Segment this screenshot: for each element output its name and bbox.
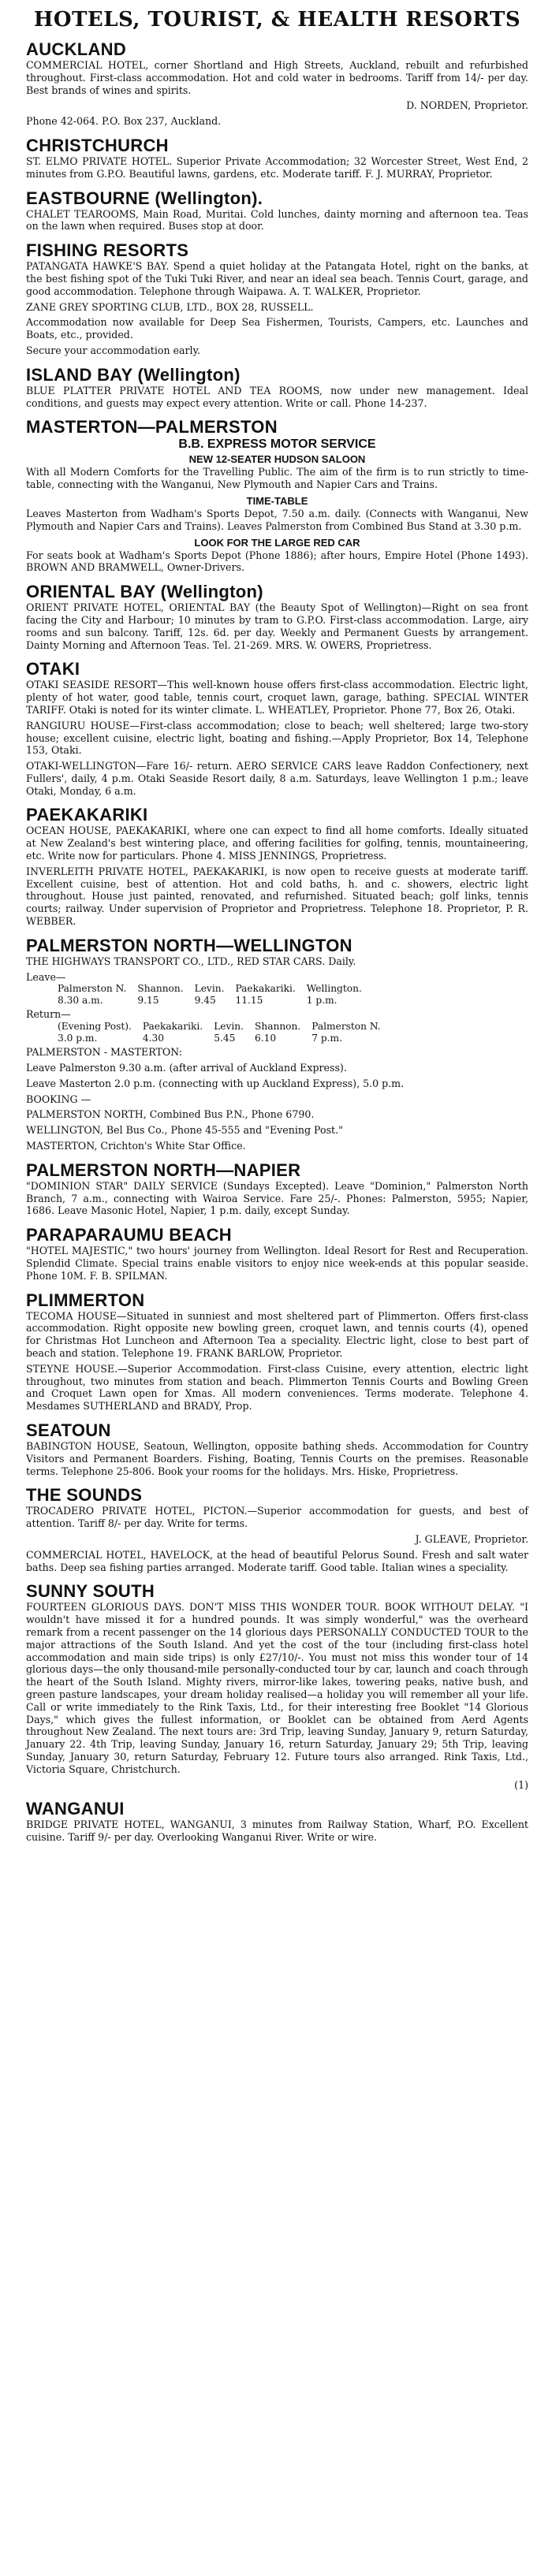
advertisement: INVERLEITH PRIVATE HOTEL, PAEKAKARIKI, is now open to receive guests at moderate tariff. Excellent cuisine, best of attention. Hot and cold baths, h. and c. showers, electric light throughout. House just painted, renovated, and refurnished. Situated beach; golf links, tennis courts; railway. Under supervision of Proprietor and Proprietress. Telephone 18. Proprietor, P. R. WEBBER.	[26, 865, 528, 928]
advertisement: BRIDGE PRIVATE HOTEL, WANGANUI, 3 minutes from Railway Station, Wharf, P.O. Excellent cuisine. Tariff 9/- per day. Overlooking Wanganui River. Write or wire.	[26, 1818, 528, 1844]
advertisement: For seats book at Wadham's Sports Depot (Phone 1886); after hours, Empire Hotel (Phone 1493). BROWN AND BRAMWELL, Owner-Drivers.	[26, 549, 528, 574]
section-oriental-bay	[26, 582, 528, 651]
timetable-cell: 11.15	[235, 995, 263, 1007]
section-heading: SEATOUN	[26, 1420, 111, 1440]
section-heading: PALMERSTON NORTH—NAPIER	[26, 1160, 301, 1180]
timetable-cell: 4.30	[142, 1033, 164, 1044]
timetable-row	[58, 995, 373, 1007]
section-fishing	[26, 240, 528, 357]
timetable-cell: 8.30 a.m.	[58, 995, 103, 1007]
section-heading: AUCKLAND	[26, 39, 127, 59]
booking-detail: WELLINGTON, Bel Bus Co., Phone 45-555 and "Evening Post."	[26, 1124, 343, 1137]
advertisement: RANGIURU HOUSE—First-class accommodation; close to beach; well sheltered; large two-story house; excellent cuisine, electric light, boating and fishing.—Apply Proprietor, Box 14, Telephone 153, Otaki.	[26, 719, 528, 757]
timetable-cell: Shannon.	[137, 983, 184, 995]
advertisement: ZANE GREY SPORTING CLUB, LTD., BOX 28, RUSSELL.	[26, 300, 314, 313]
timetable-cell: 1 p.m.	[306, 995, 338, 1007]
look-for-label: LOOK FOR THE LARGE RED CAR	[194, 536, 360, 549]
section-masterton	[26, 417, 528, 574]
booking-detail: MASTERTON, Crichton's White Star Office.	[26, 1140, 246, 1152]
timetable-cell: 9.45	[194, 995, 216, 1007]
contact-line: Phone 42-064. P.O. Box 237, Auckland.	[26, 115, 222, 128]
section-heading: PALMERSTON NORTH—WELLINGTON	[26, 935, 352, 955]
section-paekakariki	[26, 805, 528, 927]
service-name: B.B. EXPRESS MOTOR SERVICE	[178, 437, 376, 452]
advertisement: COMMERCIAL HOTEL, HAVELOCK, at the head of beautiful Pelorus Sound. Fresh and salt water baths. Deep sea fishing parties arranged. Moderate tariff. Good table. Italian wines a speciality.	[26, 1548, 528, 1573]
timetable-cell: Levin.	[214, 1021, 244, 1033]
advertisement: "HOTEL MAJESTIC," two hours' journey from Wellington. Ideal Resort for Rest and Recuperation. Splendid Climate. Special trains enable visitors to enjoy nice week-ends at this popular seaside. Phone 10M. F. B. SPILMAN.	[26, 1245, 528, 1282]
advertisement: "DOMINION STAR" DAILY SERVICE (Sundays Excepted). Leave "Dominion," Palmerston North Branch, 7 a.m., connecting with Wairoa Service. Fare 25/-. Phones: Palmerston, 5955; Napier, 1686. Leave Masonic Hotel, Napier, 1 p.m. daily, except Sunday.	[26, 1179, 528, 1217]
advertisement: COMMERCIAL HOTEL, corner Shortland and High Streets, Auckland, rebuilt and refurbished throughout. First-class accommodation. Hot and cold water in bedrooms. Tariff from 14/- per day. Best brands of wines and spirits.	[26, 59, 528, 96]
section-heading: PAEKAKARIKI	[26, 805, 148, 825]
section-paraparaumu	[26, 1225, 528, 1282]
advertisement: TECOMA HOUSE—Situated in sunniest and most sheltered part of Plimmerton. Offers first-class accommodation. Right opposite new bowling green, croquet lawn, and tennis courts (4), opened for Christmas Hot Luncheon and Afternoon Tea a speciality. Electric light, close to best part of beach and station. Telephone 19. FRANK BARLOW, Proprietor.	[26, 1309, 528, 1359]
timetable-cell: Palmerston N.	[58, 983, 127, 995]
section-christchurch	[26, 136, 528, 181]
route-detail: Leave Masterton 2.0 p.m. (connecting with up Auckland Express), 5.0 p.m.	[26, 1077, 405, 1089]
section-heading: PLIMMERTON	[26, 1290, 145, 1310]
section-island-bay	[26, 365, 528, 410]
timetable-cell: Paekakariki.	[235, 983, 296, 995]
advertisement: OTAKI-WELLINGTON—Fare 16/- return. AERO SERVICE CARS leave Raddon Confectionery, next Fullers', daily, 4 p.m. Otaki Seaside Resort daily, 8 a.m. Saturdays, leave Wellington 1 p.m.; leave Otaki, Monday, 6 a.m.	[26, 760, 528, 797]
advertisement: Accommodation now available for Deep Sea Fishermen, Tourists, Campers, etc. Launches and Boats, etc., provided.	[26, 316, 528, 341]
timetable-cell: Levin.	[194, 983, 225, 995]
advertisement: PATANGATA HAWKE'S BAY. Spend a quiet holiday at the Patangata Hotel, right on the banks, at the best fishing spot of the Tuki Tuki River, and near an ideal sea beach. Tennis Court, garage, and good accommodation. Telephone through Waipawa. A. T. WALKER, Proprietor.	[26, 260, 528, 297]
leave-timetable	[58, 983, 373, 1007]
booking-label: BOOKING —	[26, 1093, 91, 1105]
section-seatoun	[26, 1420, 528, 1477]
section-heading: SUNNY SOUTH	[26, 1581, 155, 1602]
service-vehicle: NEW 12-SEATER HUDSON SALOON	[188, 453, 366, 466]
timetable-leave-label: Leave—	[26, 970, 66, 983]
timetable-cell: (Evening Post).	[58, 1021, 132, 1033]
return-timetable	[58, 1021, 392, 1044]
advertisement: OTAKI SEASIDE RESORT—This well-known house offers first-class accommodation. Electric light, plenty of hot water, good table, tennis court, croquet lawn, garage, bathing. SPECIAL WINTER TARIFF. Otaki is noted for its winter climate. L. WHEATLEY, Proprietor. Phone 77, Box 26, Otaki.	[26, 679, 528, 716]
advertisement: CHALET TEAROOMS, Main Road, Muritai. Cold lunches, dainty morning and afternoon tea. Teas on the lawn when required. Buses stop at door.	[26, 207, 528, 233]
proprietor-signature: J. GLEAVE, Proprietor.	[415, 1532, 528, 1545]
timetable-cell: 7 p.m.	[311, 1033, 342, 1044]
section-heading: PARAPARAUMU BEACH	[26, 1225, 232, 1245]
timetable-row	[58, 983, 373, 995]
advertisement: Secure your accommodation early.	[26, 344, 201, 356]
section-otaki	[26, 659, 528, 797]
timetable-cell: Paekakariki.	[142, 1021, 203, 1033]
section-heading: FISHING RESORTS	[26, 240, 189, 261]
section-heading: CHRISTCHURCH	[26, 135, 169, 155]
section-eastbourne	[26, 188, 528, 233]
section-heading: ORIENTAL BAY (Wellington)	[26, 582, 263, 602]
timetable-cell: 3.0 p.m.	[58, 1033, 98, 1044]
advertisement: OCEAN HOUSE, PAEKAKARIKI, where one can expect to find all home comforts. Ideally situated at New Zealand's best wintering place, and offering facilities for golfing, tennis, mountaineering, etc. Write now for particulars. Phone 4. MISS JENNINGS, Proprietress.	[26, 825, 528, 862]
section-heading: OTAKI	[26, 659, 80, 679]
section-heading: WANGANUI	[26, 1799, 125, 1819]
section-heading: MASTERTON—PALMERSTON	[26, 417, 278, 437]
section-heading: EASTBOURNE (Wellington).	[26, 188, 263, 208]
timetable-label: TIME-TABLE	[246, 494, 308, 507]
timetable-cell: Shannon.	[255, 1021, 301, 1033]
advertisement: BLUE PLATTER PRIVATE HOTEL AND TEA ROOMS, now under new management. Ideal conditions, and guests may expect every attention. Write or call. Phone 14-237.	[26, 384, 528, 409]
advertisement: ORIENT PRIVATE HOTEL, ORIENTAL BAY (the Beauty Spot of Wellington)—Right on sea front facing the City and Harbour; 10 minutes by tram to G.P.O. First-class accommodation. Large, airy rooms and sun balcony. Tariff, 12s. 6d. per day. Weekly and Permanent Guests by arrangement. Dainty Morning and Afternoon Teas. Tel. 21-269. MRS. W. OWERS, Proprietress.	[26, 601, 528, 651]
section-plimmerton	[26, 1290, 528, 1413]
timetable-row	[58, 1021, 392, 1033]
page-title: HOTELS, TOURIST, & HEALTH RESORTS	[33, 8, 521, 32]
route-label: PALMERSTON - MASTERTON:	[26, 1046, 182, 1059]
timetable-cell: 9.15	[137, 995, 159, 1007]
timetable-cell: Palmerston N.	[311, 1021, 381, 1033]
timetable-cell: Wellington.	[306, 983, 362, 995]
section-sounds	[26, 1485, 528, 1573]
advertisement: FOURTEEN GLORIOUS DAYS. DON'T MISS THIS WONDER TOUR. BOOK WITHOUT DELAY. "I wouldn't have missed it for a hundred pounds. It was simply wonderful," was the overheard remark from a recent passenger on the 14 glorious days PERSONALLY CONDUCTED TOUR to the major attractions of the South Island. And yet the cost of the tour (including first-class hotel accommodation and main side trips) is only £27/10/-. You must not miss this wonder tour of 14 glorious days—the only thousand-mile personally-conducted tour by car, launch and coach through the heart of the South Island. Mighty rivers, mirror-like lakes, towering peaks, native bush, and green pasture landscapes, your dream holiday realised—a holiday you will remember all your life. Call or write immediately to the Rink Taxis, Ltd., for their interesting free Booklet "14 Glorious Days," which gives the fullest information, or Booklet can be obtained from Aerd Agents throughout New Zealand. The next tours are: 3rd Trip, leaving Sunday, January 9, return Saturday, January 22. 4th Trip, leaving Sunday, January 16, return Saturday, January 29; 5th Trip, leaving Sunday, January 30, return Saturday, February 12. Future tours also arranged. Rink Taxis, Ltd., Victoria Square, Christchurch.	[26, 1601, 528, 1775]
timetable-row	[58, 1033, 392, 1044]
advertisement: ST. ELMO PRIVATE HOTEL. Superior Private Accommodation; 32 Worcester Street, West End, 2 minutes from G.P.O. Beautiful lawns, gardens, etc. Moderate tariff. F. J. MURRAY, Proprietor.	[26, 154, 528, 180]
section-wanganui	[26, 1799, 528, 1844]
advertisement: Leaves Masterton from Wadham's Sports Depot, 7.50 a.m. daily. (Connects with Wanganui, New Plymouth and Napier Cars and Trains). Leaves Palmerston from Combined Bus Stand at 3.30 p.m.	[26, 507, 528, 532]
timetable-cell: 5.45	[214, 1033, 236, 1044]
proprietor-signature: D. NORDEN, Proprietor.	[406, 99, 528, 112]
section-auckland	[26, 39, 528, 128]
advertisement: With all Modern Comforts for the Travelling Public. The aim of the firm is to run strictly to time-table, connecting with the Wanganui, New Plymouth and Napier Cars and Trains.	[26, 466, 528, 491]
advertisement: TROCADERO PRIVATE HOTEL, PICTON.—Superior accommodation for guests, and best of attention. Tariff 8/- per day. Write for terms.	[26, 1505, 528, 1530]
section-heading: ISLAND BAY (Wellington)	[26, 364, 241, 385]
advertisement-number: (1)	[514, 1778, 528, 1791]
booking-detail: PALMERSTON NORTH, Combined Bus P.N., Phone 6790.	[26, 1108, 315, 1121]
section-palmerston-wellington	[26, 936, 528, 1152]
section-heading: THE SOUNDS	[26, 1485, 143, 1506]
section-palmerston-napier	[26, 1160, 528, 1217]
advertisement: STEYNE HOUSE.—Superior Accommodation. First-class Cuisine, every attention, electric light throughout, two minutes from station and beach. Plimmerton Tennis Courts and Bowling Green and Croquet Lawn open for Xmas. All modern conveniences. Terms moderate. Telephone 4. Mesdames SUTHERLAND and BRADY, Prop.	[26, 1362, 528, 1413]
advertisement: THE HIGHWAYS TRANSPORT CO., LTD., RED STAR CARS. Daily.	[26, 955, 356, 967]
advertisement: BABINGTON HOUSE, Seatoun, Wellington, opposite bathing sheds. Accommodation for Country Visitors and Permanent Boarders. Fishing, Boating, Tennis Courts on the premises. Reasonable terms. Telephone 25-806. Book your rooms for the holidays. Mrs. Hiske, Proprietress.	[26, 1439, 528, 1477]
route-detail: Leave Palmerston 9.30 a.m. (after arrival of Auckland Express).	[26, 1062, 347, 1074]
timetable-return-label: Return—	[26, 1008, 71, 1021]
timetable-cell: 6.10	[255, 1033, 277, 1044]
section-sunny-south	[26, 1581, 528, 1791]
